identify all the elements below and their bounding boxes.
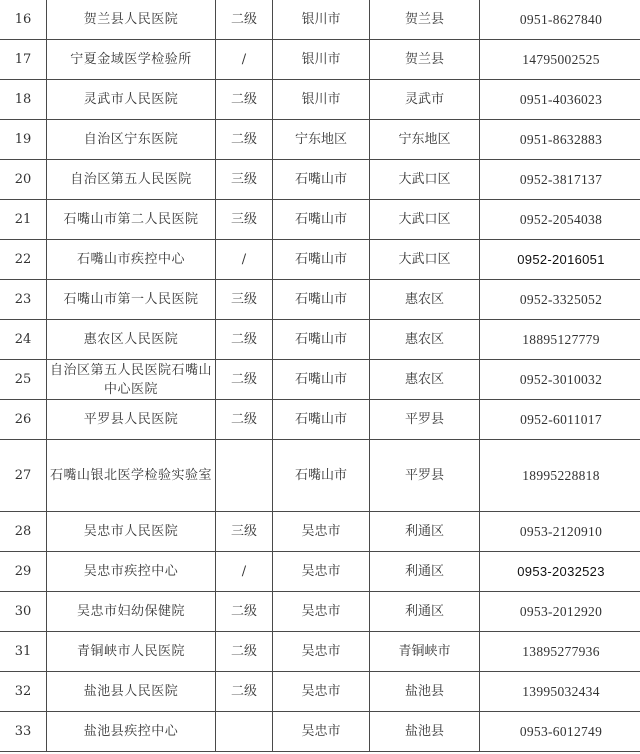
phone-number: 0951-8632883 xyxy=(480,120,640,160)
table-row xyxy=(0,400,640,440)
hospital-level: / xyxy=(216,40,273,80)
phone-number: 18995228818 xyxy=(480,440,640,512)
table-row xyxy=(0,512,640,552)
table-row xyxy=(0,160,640,200)
row-number: 32 xyxy=(0,672,47,712)
row-number: 20 xyxy=(0,160,47,200)
row-number: 29 xyxy=(0,552,47,592)
hospital-level: 二级 xyxy=(216,592,273,632)
district: 灵武市 xyxy=(370,80,480,120)
institution-name: 宁夏金域医学检验所 xyxy=(47,40,216,80)
row-number: 22 xyxy=(0,240,47,280)
institution-name: 盐池县疾控中心 xyxy=(47,712,216,752)
city: 石嘴山市 xyxy=(273,400,370,440)
district: 贺兰县 xyxy=(370,40,480,80)
table-row xyxy=(0,0,640,40)
phone-number: 0952-3010032 xyxy=(480,360,640,400)
institution-name: 石嘴山市疾控中心 xyxy=(47,240,216,280)
hospital-level: 二级 xyxy=(216,320,273,360)
row-number: 33 xyxy=(0,712,47,752)
district: 大武口区 xyxy=(370,160,480,200)
phone-number: 0951-8627840 xyxy=(480,0,640,40)
phone-number: 0952-3325052 xyxy=(480,280,640,320)
district: 宁东地区 xyxy=(370,120,480,160)
phone-number: 0952-3817137 xyxy=(480,160,640,200)
row-number: 31 xyxy=(0,632,47,672)
district: 惠农区 xyxy=(370,320,480,360)
city: 石嘴山市 xyxy=(273,280,370,320)
hospital-level xyxy=(216,712,273,752)
hospital-level: / xyxy=(216,552,273,592)
district: 惠农区 xyxy=(370,360,480,400)
district: 利通区 xyxy=(370,552,480,592)
table-row xyxy=(0,632,640,672)
district: 盐池县 xyxy=(370,712,480,752)
institution-name: 盐池县人民医院 xyxy=(47,672,216,712)
phone-number: 0952-2054038 xyxy=(480,200,640,240)
institution-name: 石嘴山银北医学检验实验室 xyxy=(47,440,216,512)
city: 石嘴山市 xyxy=(273,240,370,280)
phone-number: 18895127779 xyxy=(480,320,640,360)
hospital-level xyxy=(216,440,273,512)
city: 吴忠市 xyxy=(273,672,370,712)
city: 吴忠市 xyxy=(273,552,370,592)
phone-number: 0953-2120910 xyxy=(480,512,640,552)
district: 平罗县 xyxy=(370,400,480,440)
phone-number: 14795002525 xyxy=(480,40,640,80)
district: 利通区 xyxy=(370,592,480,632)
institution-name: 石嘴山市第一人民医院 xyxy=(47,280,216,320)
district: 青铜峡市 xyxy=(370,632,480,672)
city: 宁东地区 xyxy=(273,120,370,160)
row-number: 28 xyxy=(0,512,47,552)
district: 贺兰县 xyxy=(370,0,480,40)
district: 平罗县 xyxy=(370,440,480,512)
institution-name: 灵武市人民医院 xyxy=(47,80,216,120)
institution-name: 自治区第五人民医院石嘴山中心医院 xyxy=(47,360,216,400)
institution-name: 青铜峡市人民医院 xyxy=(47,632,216,672)
table-row xyxy=(0,552,640,592)
row-number: 27 xyxy=(0,440,47,512)
institution-name: 自治区宁东医院 xyxy=(47,120,216,160)
hospital-level: 三级 xyxy=(216,160,273,200)
city: 吴忠市 xyxy=(273,512,370,552)
row-number: 19 xyxy=(0,120,47,160)
phone-number: 13995032434 xyxy=(480,672,640,712)
table-row xyxy=(0,240,640,280)
table-row xyxy=(0,672,640,712)
table-row xyxy=(0,440,640,512)
hospital-level: 三级 xyxy=(216,512,273,552)
row-number: 26 xyxy=(0,400,47,440)
city: 吴忠市 xyxy=(273,592,370,632)
row-number: 21 xyxy=(0,200,47,240)
city: 吴忠市 xyxy=(273,632,370,672)
institution-name: 吴忠市妇幼保健院 xyxy=(47,592,216,632)
phone-number: 0953-6012749 xyxy=(480,712,640,752)
city: 银川市 xyxy=(273,40,370,80)
hospital-level: 二级 xyxy=(216,632,273,672)
hospital-level: 二级 xyxy=(216,80,273,120)
phone-number: 13895277936 xyxy=(480,632,640,672)
city: 石嘴山市 xyxy=(273,200,370,240)
table-row xyxy=(0,712,640,752)
table-row xyxy=(0,40,640,80)
institution-name: 吴忠市人民医院 xyxy=(47,512,216,552)
district: 利通区 xyxy=(370,512,480,552)
phone-number: 0953-2032523 xyxy=(480,552,640,592)
table-row xyxy=(0,360,640,400)
institution-name: 贺兰县人民医院 xyxy=(47,0,216,40)
hospital-level: 二级 xyxy=(216,672,273,712)
hospital-level: 二级 xyxy=(216,360,273,400)
city: 银川市 xyxy=(273,0,370,40)
row-number: 16 xyxy=(0,0,47,40)
hospital-level: 二级 xyxy=(216,120,273,160)
hospital-level: 三级 xyxy=(216,200,273,240)
city: 吴忠市 xyxy=(273,712,370,752)
table-row xyxy=(0,80,640,120)
hospital-level: 二级 xyxy=(216,0,273,40)
row-number: 18 xyxy=(0,80,47,120)
city: 石嘴山市 xyxy=(273,360,370,400)
phone-number: 0952-2016051 xyxy=(480,240,640,280)
institution-name: 石嘴山市第二人民医院 xyxy=(47,200,216,240)
hospital-level: 二级 xyxy=(216,400,273,440)
institution-name: 吴忠市疾控中心 xyxy=(47,552,216,592)
row-number: 25 xyxy=(0,360,47,400)
institution-name: 惠农区人民医院 xyxy=(47,320,216,360)
row-number: 23 xyxy=(0,280,47,320)
district: 盐池县 xyxy=(370,672,480,712)
row-number: 30 xyxy=(0,592,47,632)
city: 石嘴山市 xyxy=(273,320,370,360)
city: 石嘴山市 xyxy=(273,160,370,200)
district: 大武口区 xyxy=(370,200,480,240)
city: 石嘴山市 xyxy=(273,440,370,512)
table-row xyxy=(0,320,640,360)
institution-name: 平罗县人民医院 xyxy=(47,400,216,440)
row-number: 24 xyxy=(0,320,47,360)
row-number: 17 xyxy=(0,40,47,80)
table-row xyxy=(0,200,640,240)
table-row xyxy=(0,280,640,320)
hospital-level: 三级 xyxy=(216,280,273,320)
phone-number: 0952-6011017 xyxy=(480,400,640,440)
institution-name: 自治区第五人民医院 xyxy=(47,160,216,200)
phone-number: 0953-2012920 xyxy=(480,592,640,632)
district: 大武口区 xyxy=(370,240,480,280)
table-row xyxy=(0,592,640,632)
district: 惠农区 xyxy=(370,280,480,320)
phone-number: 0951-4036023 xyxy=(480,80,640,120)
city: 银川市 xyxy=(273,80,370,120)
table-row xyxy=(0,120,640,160)
hospital-level: / xyxy=(216,240,273,280)
